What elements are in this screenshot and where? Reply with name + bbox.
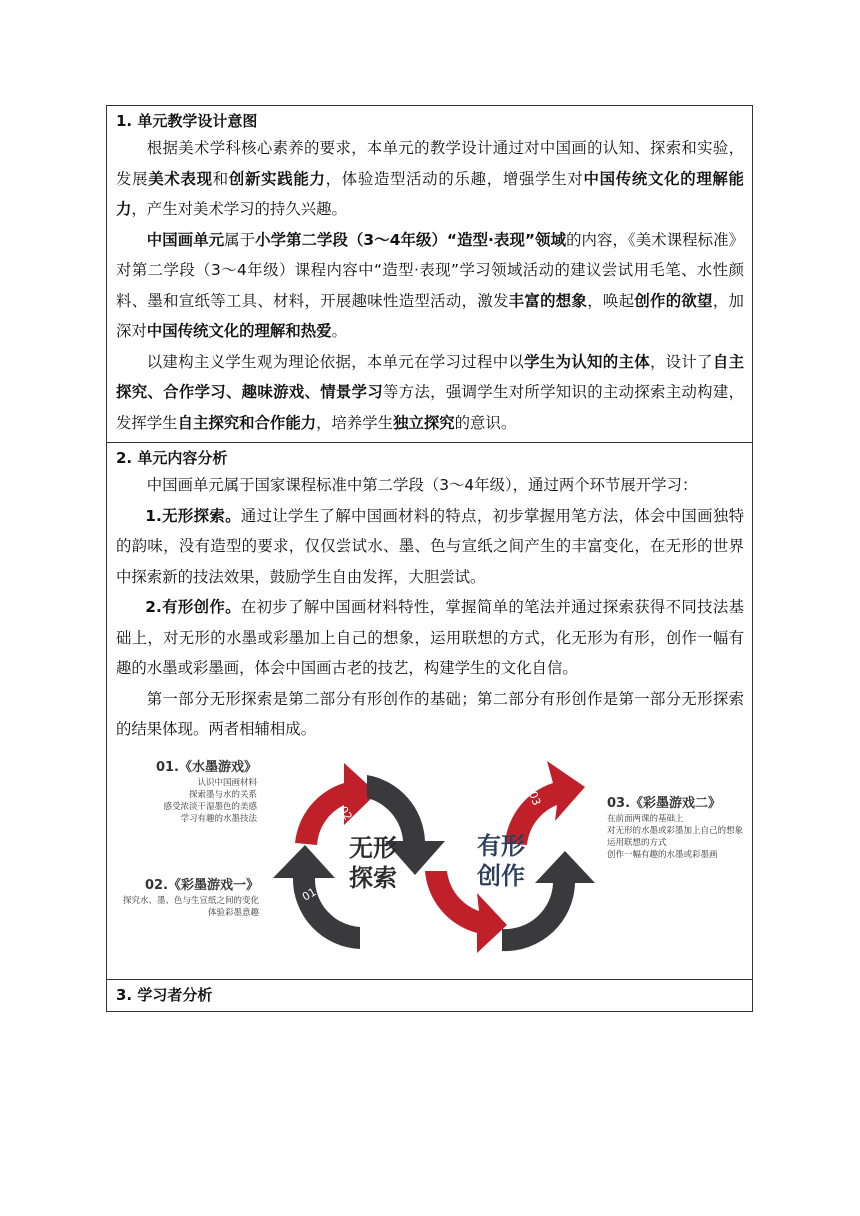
- section-title: 1. 单元教学设计意图: [116, 112, 258, 130]
- section-content-analysis: [107, 443, 752, 980]
- section-design-intent: [107, 106, 752, 443]
- paragraph: 中国画单元属于国家课程标准中第二学段（3～4年级），通过两个环节展开学习：: [146, 476, 698, 494]
- label-lesson-1: 01.《水墨游戏》 认识中国画材料 探索墨与水的关系 感受浓淡干湿墨色的美感 学习有趣的水墨技法: [155, 759, 257, 824]
- paragraph: 第一部分无形探索是第二部分有形创作的基础；第二部分有形创作是第一部分无形探索的结果体现。两者相辅相成。: [116, 689, 744, 738]
- paragraph: 以建构主义学生观为理论依据，本单元在学习过程中以学生为认知的主体，设计了自主探究、合作学习、趣味游戏、情景学习等方法，强调学生对所学知识的主动探索主动构建，发挥学生自主探究和合作能力，培养学生独立探究的意识。: [116, 352, 744, 432]
- arrow-num-03: 03: [526, 789, 544, 807]
- center-label-left: 无形 探索: [349, 833, 397, 892]
- paragraph: 2.有形创作。在初步了解中国画材料特性，掌握简单的笔法并通过探索获得不同技法基础上，对无形的水墨或彩墨加上自己的想象，运用联想的方式，化无形为有形，创作一幅有趣的水墨或彩墨画，体会中国画古老的技艺，构建学生的文化自信。: [116, 598, 744, 677]
- label-lesson-2: 02.《彩墨游戏一》 探究水、墨、色与生宣纸之间的变化 体验彩墨意趣: [122, 877, 259, 918]
- section-title: 2. 单元内容分析: [116, 449, 228, 467]
- section-title: 3. 学习者分析: [116, 985, 213, 1004]
- section-learner-analysis: [107, 980, 752, 1011]
- unit-cycle-diagram: [107, 753, 752, 975]
- label-lesson-3: 03.《彩墨游戏二》 在前面两课的基础上 对无形的水墨或彩墨加上自己的想象 运用联想的方式 创作一幅有趣的水墨或彩墨画: [607, 795, 744, 860]
- arrow-num-01: 01: [300, 884, 319, 904]
- center-label-right: 有形 创作: [477, 831, 525, 890]
- paragraph: 根据美术学科核心素养的要求，本单元的教学设计通过对中国画的认知、探索和实验，发展美术表现和创新实践能力，体验造型活动的乐趣，增强学生对中国传统文化的理解能力，产生对美术学习的持久兴趣。: [116, 139, 744, 218]
- paragraph: 中国画单元属于小学第二学段（3～4年级）“造型·表现”领域的内容，《美术课程标准》对第二学段（3～4年级）课程内容中“造型·表现”学习领域活动的建议尝试用毛笔、水性颜料、墨和宣纸等工具、材料，开展趣味性造型活动，激发丰富的想象，唤起创作的欲望，加深对中国传统文化的理解和热爱。: [116, 230, 744, 340]
- arrow-num-02: 02: [336, 803, 355, 823]
- design-table: [106, 105, 753, 1012]
- paragraph: 1.无形探索。通过让学生了解中国画材料的特点，初步掌握用笔方法，体会中国画独特的韵味，没有造型的要求，仅仅尝试水、墨、色与宣纸之间产生的丰富变化，在无形的世界中探索新的技法效果，鼓励学生自由发挥，大胆尝试。: [116, 506, 744, 586]
